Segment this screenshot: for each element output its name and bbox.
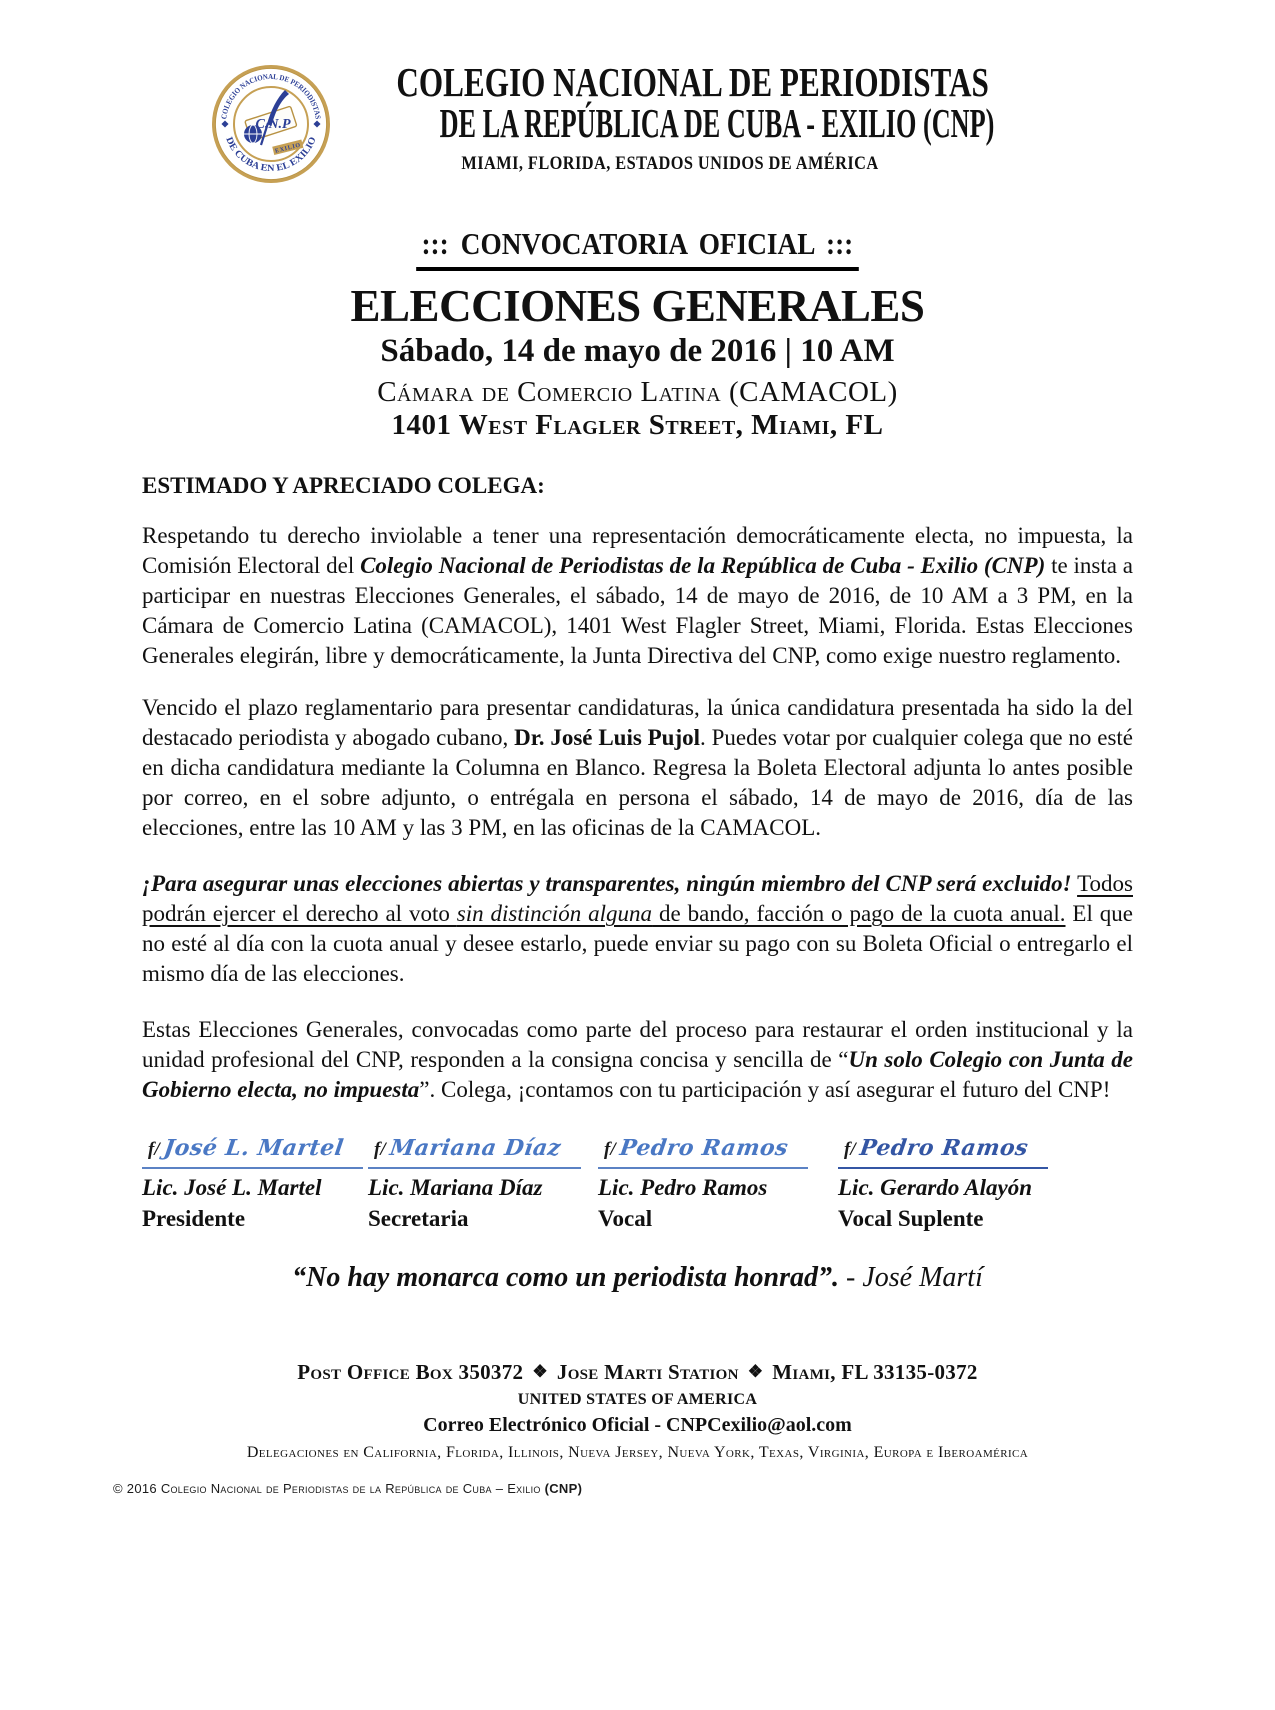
text-run: ”. Colega, ¡contamos con tu participación y así asegurar el futuro del CNP!: [419, 1077, 1111, 1102]
city-zip-text: Miami, FL 33135-0372: [772, 1360, 978, 1384]
marti-quote: [142, 1261, 1133, 1295]
letterhead: [0, 60, 1275, 210]
text-run-org-name: Colegio Nacional de Periodistas de la República de Cuba - Exilio (CNP): [360, 553, 1046, 578]
kicker-title: ::: CONVOCATORIA OFICIAL :::: [416, 224, 858, 271]
signer-title: Vocal: [598, 1206, 653, 1231]
signature-block-secretaria: [368, 1135, 598, 1233]
letter-body: [142, 473, 1133, 1295]
signature-line: [142, 1135, 363, 1169]
seal-center-text: C.N.P: [255, 117, 291, 132]
footer-delegations-line: Delegaciones en California, Florida, Illinois, Nueva Jersey, Nueva York, Texas, Virginia, Europa e Iberoamérica: [246, 1444, 1029, 1461]
diamond-icon: ❖: [747, 1362, 764, 1381]
signature-prefix: f/: [844, 1139, 856, 1160]
seal-banner-text: EXILIO: [274, 142, 302, 155]
signer-title: Secretaria: [368, 1206, 469, 1231]
footer-address-line: [0, 1359, 1275, 1387]
paragraph-1: [142, 521, 1133, 671]
signature-script: Pedro Ramos: [617, 1135, 790, 1161]
signer-name: Lic. Pedro Ramos: [598, 1175, 768, 1200]
event-address: 1401 West Flagler Street, Miami, FL: [391, 409, 884, 441]
quote-text: “No hay monarca como un periodista honrad”.: [292, 1262, 839, 1293]
text-run: ¡Para asegurar unas elecciones abiertas y transparentes, ningún miembro del CNP será excluido!: [142, 871, 1072, 896]
org-name-line2: DE LA REPÚBLICA DE CUBA - EXILIO (CNP): [439, 100, 995, 146]
text-run: El que no esté al día con la cuota anual y desee estarlo, puede enviar su pago con su Boleta Oficial o entregarlo el mismo día de las elecciones.: [142, 901, 1133, 986]
signature-line: [598, 1135, 808, 1169]
copyright-line: [113, 1481, 1275, 1496]
org-name-line1: COLEGIO NACIONAL DE PERIODISTAS: [396, 59, 989, 105]
text-run: Respetando tu derecho inviolable a tener una representación democráticamente electa, no impuesta, la Comisión Electoral del: [142, 523, 1133, 578]
signature-script: Mariana Díaz: [387, 1135, 563, 1161]
text-run: Estas Elecciones Generales, convocadas como parte del proceso para restaurar el orden institucional y la unidad profesional del CNP, responden a la consigna concisa y sencilla de “: [142, 1017, 1133, 1072]
signer-name: Lic. José L. Martel: [142, 1175, 322, 1200]
signature-script: Pedro Ramos: [857, 1135, 1030, 1161]
signature-block-presidente: [142, 1135, 368, 1233]
text-run-candidate-name: Dr. José Luis Pujol: [514, 725, 701, 750]
text-run-slogan: Un solo Colegio con Junta de Gobierno electa, no impuesta: [142, 1047, 1133, 1102]
text-run: . Puedes votar por cualquier colega que no esté en dicha candidatura mediante la Columna en Blanco. Regresa la Boleta Electoral adjunta lo antes posible por correo, en el sobre adjunto, o entrégala en persona el sábado, 14 de mayo de 2016, día de las elecciones, entre las 10 AM y las 3 PM, en las oficinas de la CAMACOL.: [142, 725, 1133, 840]
paragraph-4: [142, 1015, 1133, 1105]
event-datetime: Sábado, 14 de mayo de 2016 | 10 AM: [380, 333, 895, 369]
signature-prefix: f/: [148, 1139, 160, 1160]
footer-country-line: UNITED STATES OF AMERICA: [517, 1391, 758, 1408]
signature-prefix: f/: [604, 1139, 616, 1160]
signature-prefix: f/: [374, 1139, 386, 1160]
signer-name: Lic. Gerardo Alayón: [838, 1175, 1032, 1200]
signature-block-vocal: [598, 1135, 838, 1233]
org-location-line: MIAMI, FLORIDA, ESTADOS UNIDOS DE AMÉRICA: [461, 153, 879, 174]
signer-title: Presidente: [142, 1206, 246, 1231]
signature-line: [368, 1135, 581, 1169]
announcement-header: [0, 224, 1275, 440]
signer-title: Vocal Suplente: [838, 1206, 984, 1231]
signature-row: [142, 1135, 1133, 1233]
text-run: Vencido el plazo reglamentario para presentar candidaturas, la única candidatura presentada ha sido la del destacado periodista y abogado cubano,: [142, 695, 1133, 750]
copyright-org-abbrev: (CNP): [544, 1481, 583, 1496]
footer: [0, 1359, 1275, 1463]
signer-name: Lic. Mariana Díaz: [368, 1175, 543, 1200]
quote-attribution: - José Martí: [839, 1262, 983, 1293]
seal-arc-top-text: COLEGIO NACIONAL DE PERIODISTAS: [219, 71, 323, 121]
text-run: de bando, facción o pago de la cuota anual.: [652, 901, 1066, 926]
signature-block-vocal-suplente: [838, 1135, 1133, 1233]
text-run: te insta a participar en nuestras Elecciones Generales, el sábado, 14 de mayo de 2016, de 10 AM a 3 PM, en la Cámara de Comercio Latina (CAMACOL), 1401 West Flagler Street, Miami, Florida. Estas Elecciones Generales elegirán, libre y democráticamente, la Junta Directiva del CNP, como exige nuestro reglamento.: [142, 553, 1134, 668]
text-run: sin distinción alguna: [456, 901, 653, 926]
seal-arc-bottom-text: DE CUBA EN EL EXILIO: [223, 135, 319, 175]
signature-line: [838, 1135, 1048, 1169]
footer-email-line: Correo Electrónico Oficial - CNPCexilio@aol.com: [423, 1414, 852, 1436]
station-text: Jose Marti Station: [556, 1360, 739, 1384]
salutation: ESTIMADO Y APRECIADO COLEGA:: [142, 473, 545, 498]
text-run: Todos podrán ejercer el derecho al voto: [142, 871, 1133, 926]
document-page: [0, 60, 1275, 1710]
signature-script: José L. Martel: [161, 1135, 346, 1161]
organization-name-block: [310, 59, 1030, 175]
paragraph-2: [142, 693, 1133, 843]
po-box-text: Post Office Box 350372: [297, 1360, 524, 1384]
diamond-icon: ❖: [532, 1362, 548, 1381]
copyright-text: © 2016 Colegio Nacional de Periodistas de la República de Cuba – Exilio: [113, 1481, 545, 1496]
event-venue: Cámara de Comercio Latina (CAMACOL): [377, 376, 898, 408]
page-title: ELECCIONES GENERALES: [350, 281, 925, 331]
paragraph-3: [142, 869, 1133, 989]
